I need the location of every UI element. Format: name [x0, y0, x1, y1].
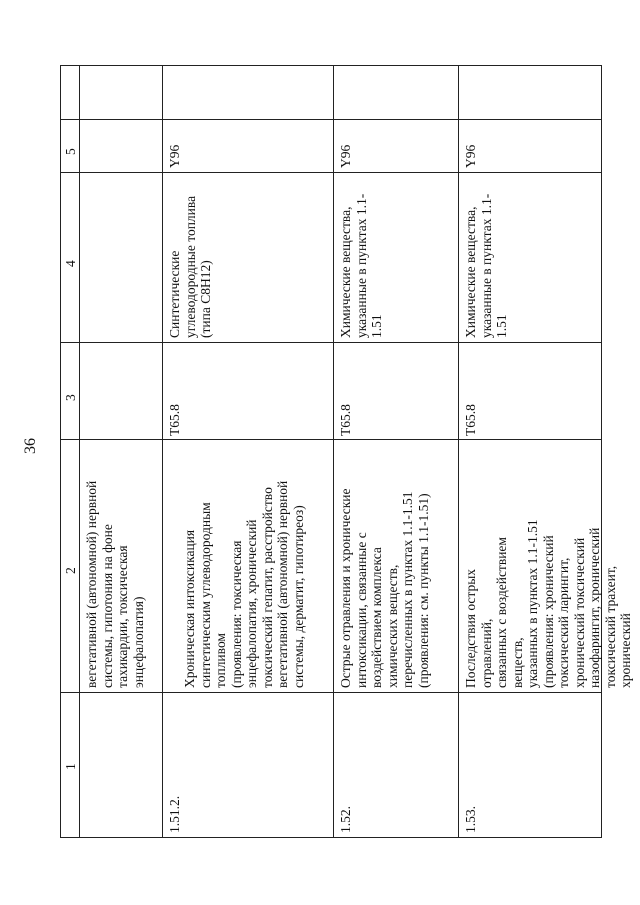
header-col-1: 1 [63, 763, 78, 770]
row-divider [333, 65, 334, 838]
row-3-description: Последствия острых отравлений, связанных с воздействием веществ, указанных в пунктах 1.1-1.51 (проявления: хронический токсический ларингит, хронический токсический назофарингит, хронический токсический трахеит, хронический [463, 519, 633, 688]
row-3-code: 1.53. [463, 806, 478, 833]
header-col-2: 2 [63, 567, 78, 574]
header-col-5: 5 [63, 148, 78, 155]
col-divider [60, 172, 602, 173]
row-3-substance: Химические вещества, указанные в пунктах 1.1- 1.51 [463, 193, 509, 338]
row-2-icd: Т65.8 [338, 404, 353, 436]
row-1-description: Хроническая интоксикация синтетическим углеводородным топливом (проявления: токсическая энцефалопатия, хронический токсический гепатит, расстройство вегетативной (автономной) нервной системы, дерматит, гипотиреоз) [182, 480, 306, 688]
header-col-3: 3 [63, 394, 78, 401]
row-divider [458, 65, 459, 838]
row-1-icd: Т65.8 [167, 404, 182, 436]
col-divider [60, 692, 602, 693]
document-table [60, 65, 602, 838]
header-col-4: 4 [63, 260, 78, 267]
row-0-description: вегетативной (автономной) нервной системы, гипотония на фоне тахикардии, токсическая энцефалопатия) [84, 480, 146, 688]
row-1-code: 1.51.2. [167, 795, 182, 833]
col-divider [60, 119, 602, 120]
row-3-extra: Y96 [463, 144, 478, 168]
row-1-extra: Y96 [167, 144, 182, 168]
row-2-description: Острые отравления и хронические интоксикации, связанные с воздействием комплекса химических веществ, перечисленных в пунктах 1.1-1.51 (проявления: см. пункты 1.1-1.51) [338, 488, 431, 688]
row-2-substance: Химические вещества, указанные в пунктах 1.1- 1.51 [338, 193, 384, 338]
col-divider [60, 342, 602, 343]
row-divider [162, 65, 163, 838]
row-3-icd: Т65.8 [463, 404, 478, 436]
row-2-extra: Y96 [338, 144, 353, 168]
row-1-substance: Синтетические углеводородные топлива (типа С8Н12) [167, 195, 213, 338]
row-divider [79, 65, 80, 838]
col-divider [60, 439, 602, 440]
row-2-code: 1.52. [338, 806, 353, 833]
page-number: 36 [22, 438, 39, 454]
